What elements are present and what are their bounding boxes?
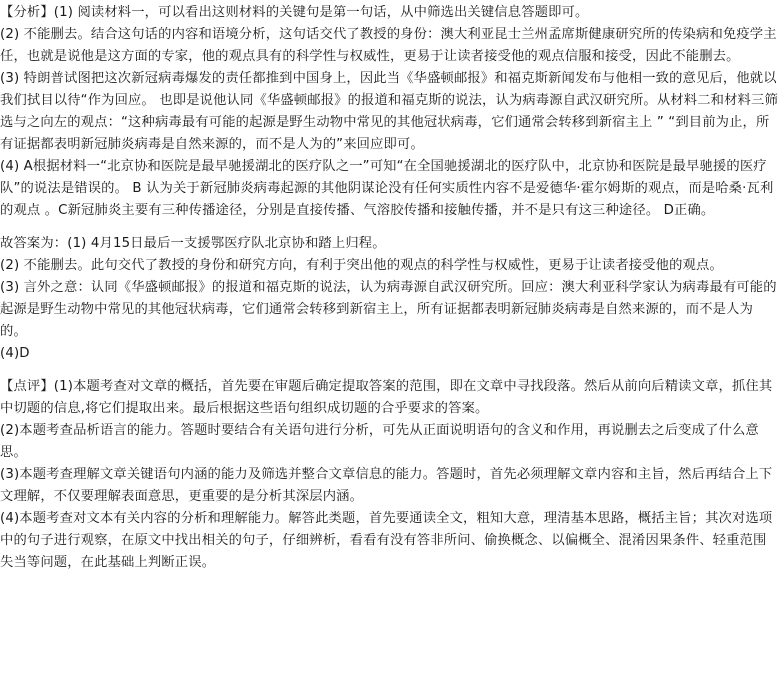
answer-part-4: (4)D	[0, 346, 30, 361]
answer-part-2: (2) 不能删去。此句交代了教授的身份和研究方向，有利于突出他的观点的科学性与权威性，更易于让读者接受他的观点。	[0, 258, 723, 273]
comment-part-3: (3)本题考查理解文章关键语句内涵的能力及筛选并整合文章信息的能力。答题时，首先必须理解文章内容和主旨，然后再结合上下文理解，不仅要理解表面意思，更重要的是分析其深层内涵。	[0, 467, 773, 504]
solution-document	[0, 2, 778, 574]
comment-part-4: (4)本题考查对文本有关内容的分析和理解能力。解答此类题，首先要通读全文，粗知大意，理清基本思路，概括主旨；其次对选项中的句子进行观察，在原文中找出相关的句子，仔细辨析，看看有没有答非所问、偷换概念、以偏概全、混淆因果条件、轻重范围失当等问题，在此基础上判断正误。	[0, 511, 773, 570]
comment-section	[0, 376, 778, 574]
comment-part-2: (2)本题考查品析语言的能力。答题时要结合有关语句进行分析，可先从正面说明语句的含义和作用，再说删去之后变成了什么意思。	[0, 423, 759, 460]
analysis-part-4: (4) A根据材料一“北京协和医院是最早驰援湖北的医疗队之一”可知“在全国驰援湖北的医疗队中，北京协和医院是最早驰援的医疗队”的说法是错误的。 B 认为关于新冠肺炎病毒起源的其他阴谋论没有任何实质性内容不是爱德华·霍尔姆斯的观点，而是哈桑·瓦利的观点 。C新冠肺炎主要有三种传播途径，分别是直接传播、气溶胶传播和接触传播，并不是只有这三种途径。 D正确。	[0, 159, 774, 218]
answer-part-1: 故答案为：(1) 4月15日最后一支援鄂医疗队北京协和踏上归程。	[0, 236, 386, 251]
analysis-section	[0, 2, 778, 222]
section-spacer	[0, 365, 778, 376]
comment-part-1: 【点评】(1)本题考查对文章的概括，首先要在审题后确定提取答案的范围，即在文章中寻找段落。然后从前向后精读文章，抓住其中切题的信息,将它们提取出来。最后根据这些语句组织成切题的合乎要求的答案。	[0, 379, 773, 416]
analysis-part-3: (3) 特朗普试图把这次新冠病毒爆发的责任都推到中国身上，因此当《华盛顿邮报》和福克斯新闻发布与他相一致的意见后，他就以 我们拭目以待“作为回应。 也即是说他认同《华盛顿邮报》的报道和福克斯的说法，认为病毒源自武汉研究所。从材料二和材料三筛选与之向左的观点：“这种病毒最有可能的起源是野生动物中常见的其他冠状病毒，它们通常会转移到新宿主上 ” “到目前为止，所有证据都表明新冠肺炎病毒是自然来源的，而不是人为的”来回应即可。	[0, 71, 778, 152]
analysis-part-2: (2) 不能删去。结合这句话的内容和语境分析，这句话交代了教授的身份：澳大利亚昆士兰州孟席斯健康研究所的传染病和免疫学主任，也就是说他是这方面的专家，他的观点具有的科学性与权威性，更易于让读者接受他的观点信服和接受，因此不能删去。	[0, 27, 777, 64]
answer-section	[0, 233, 778, 365]
analysis-part-1: 【分析】(1) 阅读材料一，可以看出这则材料的关键句是第一句话，从中筛选出关键信息答题即可。	[0, 5, 589, 20]
section-spacer	[0, 222, 778, 233]
answer-part-3: (3) 言外之意：认同《华盛顿邮报》的报道和福克斯的说法，认为病毒源自武汉研究所。回应：澳大利亚科学家认为病毒最有可能的起源是野生动物中常见的其他冠状病毒，它们通常会转移到新宿主上，所有证据都表明新冠肺炎病毒是自然来源的，而不是人为的。	[0, 280, 777, 339]
